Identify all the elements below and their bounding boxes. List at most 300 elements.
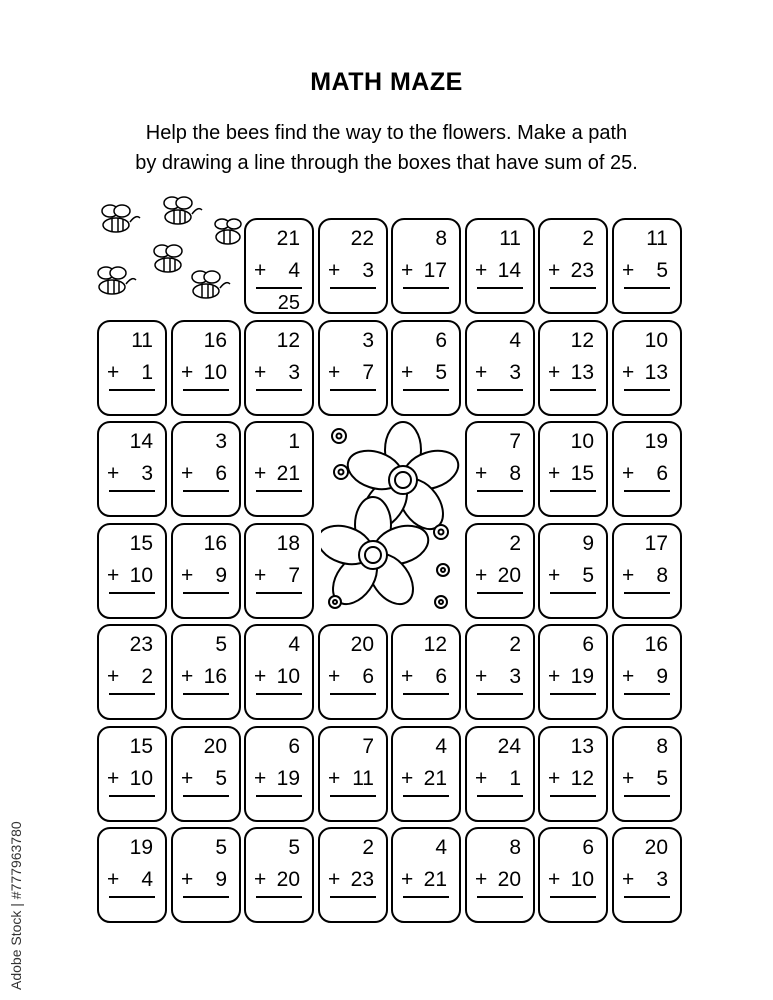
sum-line [550,389,596,391]
sum-line [403,287,449,289]
addend-bottom [254,463,300,485]
addend-bottom-value: 21 [276,462,300,485]
maze-cell[interactable] [318,726,388,822]
addend-bottom-value: 21 [423,767,447,790]
addend-top: 10 [644,329,668,352]
addend-bottom-value: 2 [141,665,153,688]
sum-line [477,287,523,289]
addend-top: 16 [203,532,227,555]
addend-bottom-value: 8 [509,462,521,485]
sum-line [624,693,670,695]
maze-cell[interactable] [391,624,461,720]
addend-top: 11 [131,329,153,352]
plus-sign: + [181,361,194,384]
addend-top: 4 [435,836,447,859]
addend-top: 10 [570,430,594,453]
maze-cell[interactable] [171,523,241,619]
maze-cell[interactable] [538,523,608,619]
maze-cell[interactable] [171,320,241,416]
addend-bottom-value: 10 [276,665,300,688]
sum-line [624,389,670,391]
addend-bottom-value: 6 [362,665,374,688]
sum-line [256,287,302,289]
addend-bottom [475,768,521,790]
addend-top: 13 [570,735,594,758]
addend-bottom [548,463,594,485]
sum-line [256,896,302,898]
plus-sign: + [548,665,561,688]
maze-cell[interactable] [391,320,461,416]
addend-bottom-value: 9 [215,564,227,587]
addend-bottom [401,362,447,384]
addend-bottom-value: 3 [656,868,668,891]
sum-line [550,693,596,695]
addend-bottom [548,362,594,384]
addend-bottom [475,463,521,485]
addend-top: 1 [288,430,300,453]
sum-line [477,592,523,594]
bees-icon [88,195,248,315]
maze-cell[interactable] [97,320,167,416]
plus-sign: + [107,361,120,384]
addend-bottom-value: 1 [141,361,153,384]
addend-bottom-value: 19 [570,665,594,688]
addend-bottom-value: 5 [656,767,668,790]
plus-sign: + [475,564,488,587]
addend-bottom [181,463,227,485]
plus-sign: + [107,868,120,891]
plus-sign: + [254,665,267,688]
addend-bottom [622,565,668,587]
addend-bottom [622,260,668,282]
addend-bottom [328,869,374,891]
sum-line [624,490,670,492]
maze-cell[interactable] [465,827,535,923]
sum-line [109,693,155,695]
addend-top: 20 [203,735,227,758]
addend-bottom-value: 4 [141,868,153,891]
sum-line [624,592,670,594]
addend-top: 16 [644,633,668,656]
addend-top: 14 [129,430,153,453]
maze-cell[interactable] [97,726,167,822]
sum-line [550,896,596,898]
plus-sign: + [401,259,414,282]
addend-bottom-value: 3 [509,665,521,688]
addend-bottom-value: 3 [141,462,153,485]
plus-sign: + [328,767,341,790]
sum-line [330,287,376,289]
maze-cell[interactable] [465,523,535,619]
addend-top: 12 [276,329,300,352]
maze-cell[interactable] [612,421,682,517]
maze-cell[interactable] [318,218,388,314]
addend-bottom [548,565,594,587]
addend-bottom [254,666,300,688]
addend-top: 6 [435,329,447,352]
sum-line [403,693,449,695]
plus-sign: + [475,361,488,384]
plus-sign: + [622,767,635,790]
sum-line [183,896,229,898]
addend-bottom [254,260,300,282]
addend-top: 11 [499,227,521,250]
plus-sign: + [254,462,267,485]
sum-line [624,287,670,289]
maze-cell[interactable] [391,726,461,822]
addend-top: 3 [362,329,374,352]
maze-cell[interactable] [97,827,167,923]
sum-line [256,795,302,797]
maze-cell[interactable] [538,827,608,923]
sum-line [477,693,523,695]
addend-top: 9 [582,532,594,555]
addend-top: 15 [129,735,153,758]
maze-cell[interactable] [97,421,167,517]
plus-sign: + [622,665,635,688]
addend-top: 2 [582,227,594,250]
maze-cell[interactable] [538,320,608,416]
maze-cell[interactable] [465,624,535,720]
addend-top: 6 [582,836,594,859]
addend-top: 8 [509,836,521,859]
plus-sign: + [107,462,120,485]
addend-bottom-value: 10 [203,361,227,384]
addend-top: 4 [288,633,300,656]
sum-line [550,795,596,797]
addend-bottom [107,362,153,384]
plus-sign: + [548,361,561,384]
addend-bottom-value: 7 [288,564,300,587]
sum-line [256,389,302,391]
addend-bottom-value: 6 [656,462,668,485]
maze-cell[interactable] [97,523,167,619]
plus-sign: + [475,868,488,891]
maze-cell[interactable] [244,726,314,822]
plus-sign: + [401,665,414,688]
sum-line [256,693,302,695]
addend-top: 7 [362,735,374,758]
addend-bottom [254,362,300,384]
sum-line [256,592,302,594]
addend-bottom-value: 6 [435,665,447,688]
addend-bottom-value: 11 [352,767,374,790]
plus-sign: + [181,665,194,688]
addend-bottom [548,869,594,891]
sum-line [330,693,376,695]
instructions-line-1: Help the bees find the way to the flowers. Make a path [145,122,628,144]
addend-bottom [622,463,668,485]
plus-sign: + [401,361,414,384]
plus-sign: + [548,767,561,790]
maze-cell[interactable] [244,827,314,923]
addend-bottom-value: 5 [582,564,594,587]
maze-cell[interactable] [465,726,535,822]
addend-top: 7 [509,430,521,453]
maze-cell[interactable] [171,421,241,517]
addend-top: 6 [582,633,594,656]
addend-bottom-value: 9 [215,868,227,891]
sum-line [550,490,596,492]
addend-top: 5 [215,633,227,656]
addend-top: 23 [129,633,153,656]
plus-sign: + [254,767,267,790]
plus-sign: + [401,767,414,790]
addend-bottom [475,869,521,891]
plus-sign: + [328,259,341,282]
addend-bottom-value: 10 [129,767,153,790]
sum-line [330,795,376,797]
addend-top: 20 [350,633,374,656]
addend-bottom [475,666,521,688]
addend-bottom [107,869,153,891]
addend-bottom [254,869,300,891]
plus-sign: + [548,868,561,891]
addend-bottom-value: 12 [570,767,594,790]
sum-line [550,287,596,289]
plus-sign: + [622,462,635,485]
addend-bottom [107,768,153,790]
sum-line [109,896,155,898]
plus-sign: + [548,564,561,587]
sum-line [183,795,229,797]
addend-bottom [548,666,594,688]
addend-bottom [107,565,153,587]
addend-top: 15 [129,532,153,555]
sum-line [183,592,229,594]
plus-sign: + [254,564,267,587]
maze-cell[interactable] [465,218,535,314]
plus-sign: + [622,361,635,384]
plus-sign: + [548,259,561,282]
addend-bottom [401,260,447,282]
addend-top: 8 [435,227,447,250]
plus-sign: + [254,361,267,384]
addend-bottom-value: 14 [497,259,521,282]
sum-line [330,389,376,391]
sum-line [109,795,155,797]
plus-sign: + [475,259,488,282]
maze-cell[interactable] [244,320,314,416]
addend-bottom [622,768,668,790]
addend-bottom [475,565,521,587]
addend-top: 12 [570,329,594,352]
sum-line [477,896,523,898]
addend-bottom [328,260,374,282]
addend-bottom [181,565,227,587]
addend-bottom [401,768,447,790]
addend-top: 20 [644,836,668,859]
addend-bottom-value: 8 [656,564,668,587]
addend-top: 5 [288,836,300,859]
addend-bottom-value: 20 [497,868,521,891]
addend-top: 5 [215,836,227,859]
addend-top: 19 [129,836,153,859]
addend-bottom [475,362,521,384]
addend-bottom [254,565,300,587]
sum-answer: 25 [277,292,300,314]
addend-top: 21 [276,227,300,250]
addend-bottom-value: 13 [570,361,594,384]
maze-cell[interactable] [612,523,682,619]
addend-bottom [181,768,227,790]
addend-bottom-value: 5 [215,767,227,790]
plus-sign: + [181,462,194,485]
addend-bottom [254,768,300,790]
addend-bottom [328,768,374,790]
addend-bottom-value: 13 [644,361,668,384]
addend-top: 24 [497,735,521,758]
plus-sign: + [254,259,267,282]
sum-line [477,389,523,391]
addend-bottom-value: 9 [656,665,668,688]
addend-top: 18 [276,532,300,555]
sum-line [256,490,302,492]
addend-bottom [181,869,227,891]
addend-bottom-value: 10 [570,868,594,891]
addend-bottom [622,869,668,891]
addend-top: 11 [646,227,668,250]
addend-bottom-value: 5 [656,259,668,282]
addend-top: 8 [656,735,668,758]
maze-cell[interactable] [612,827,682,923]
addend-bottom [475,260,521,282]
addend-bottom-value: 23 [570,259,594,282]
plus-sign: + [107,564,120,587]
addend-top: 4 [435,735,447,758]
maze-cell[interactable] [244,624,314,720]
plus-sign: + [622,259,635,282]
plus-sign: + [475,665,488,688]
addend-bottom-value: 3 [509,361,521,384]
addend-bottom [107,463,153,485]
watermark [6,760,30,990]
maze-cell[interactable] [171,827,241,923]
sum-line [624,896,670,898]
instructions-line-2: by drawing a line through the boxes that have sum of 25. [135,152,638,174]
plus-sign: + [475,767,488,790]
page-title: MATH MAZE [310,68,463,96]
sum-line [183,490,229,492]
addend-bottom-value: 1 [509,767,521,790]
addend-bottom-value: 5 [435,361,447,384]
maze-cell[interactable] [538,421,608,517]
sum-line [550,592,596,594]
addend-bottom-value: 16 [203,665,227,688]
addend-bottom-value: 19 [276,767,300,790]
plus-sign: + [181,767,194,790]
sum-line [477,490,523,492]
addend-top: 17 [644,532,668,555]
addend-bottom [401,666,447,688]
addend-top: 22 [350,227,374,250]
addend-bottom [622,362,668,384]
plus-sign: + [401,868,414,891]
addend-bottom [548,768,594,790]
addend-bottom-value: 17 [423,259,447,282]
plus-sign: + [328,361,341,384]
addend-bottom [328,362,374,384]
maze-cell[interactable] [465,320,535,416]
maze-cell[interactable] [612,726,682,822]
addend-bottom-value: 4 [288,259,300,282]
maze-cell[interactable] [538,218,608,314]
plus-sign: + [107,767,120,790]
addend-bottom-value: 6 [215,462,227,485]
sum-line [403,896,449,898]
maze-cell[interactable] [391,827,461,923]
maze-cell[interactable] [244,421,314,517]
plus-sign: + [107,665,120,688]
addend-top: 19 [644,430,668,453]
addend-top: 2 [509,532,521,555]
maze-cell[interactable] [612,218,682,314]
addend-top: 3 [215,430,227,453]
addend-bottom-value: 21 [423,868,447,891]
addend-bottom [181,666,227,688]
addend-top: 12 [423,633,447,656]
plus-sign: + [181,564,194,587]
plus-sign: + [475,462,488,485]
plus-sign: + [254,868,267,891]
addend-top: 2 [509,633,521,656]
addend-bottom [548,260,594,282]
addend-bottom-value: 3 [288,361,300,384]
maze-cell[interactable] [97,624,167,720]
addend-top: 2 [362,836,374,859]
sum-line [183,693,229,695]
flowers-icon [321,420,467,618]
sum-line [109,389,155,391]
maze-cell[interactable] [391,218,461,314]
sum-line [109,490,155,492]
addend-bottom [328,666,374,688]
maze-cell[interactable] [244,523,314,619]
maze-cell[interactable] [171,624,241,720]
maze-cell[interactable] [612,320,682,416]
maze-cell[interactable] [318,827,388,923]
addend-bottom-value: 23 [350,868,374,891]
sum-line [330,896,376,898]
watermark-text: Adobe Stock | #777963780 [8,821,24,990]
sum-line [477,795,523,797]
maze-cell[interactable] [612,624,682,720]
addend-bottom-value: 20 [497,564,521,587]
maze-cell[interactable] [538,624,608,720]
maze-cell[interactable] [465,421,535,517]
sum-line [403,795,449,797]
plus-sign: + [181,868,194,891]
addend-bottom-value: 10 [129,564,153,587]
plus-sign: + [622,868,635,891]
addend-bottom-value: 20 [276,868,300,891]
maze-cell[interactable] [318,320,388,416]
maze-cell[interactable] [538,726,608,822]
sum-line [403,389,449,391]
plus-sign: + [328,665,341,688]
addend-top: 16 [203,329,227,352]
addend-top: 4 [509,329,521,352]
plus-sign: + [548,462,561,485]
maze-cell[interactable] [244,218,314,314]
addend-bottom [622,666,668,688]
plus-sign: + [328,868,341,891]
maze-cell[interactable] [171,726,241,822]
plus-sign: + [622,564,635,587]
addend-bottom-value: 7 [362,361,374,384]
maze-cell[interactable] [318,624,388,720]
sum-line [183,389,229,391]
